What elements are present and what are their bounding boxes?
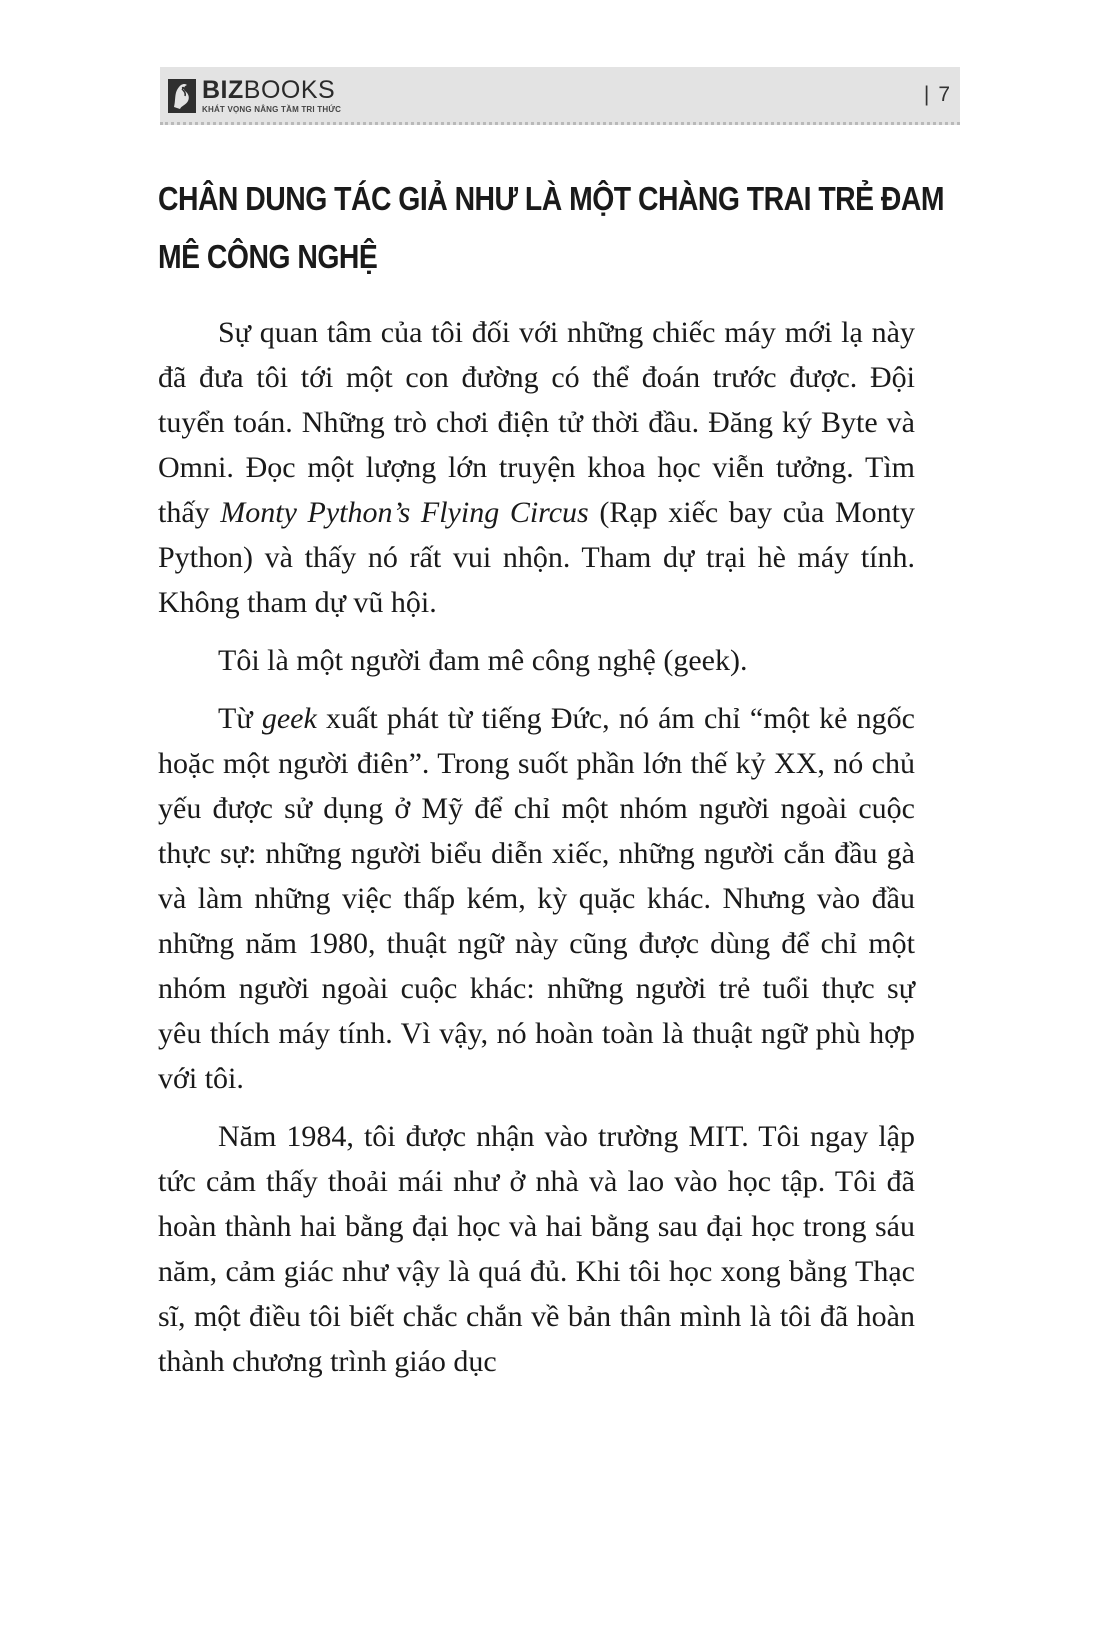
paragraph-1 [158,310,915,625]
page-number [924,83,950,107]
running-header [160,67,960,125]
body-text [158,310,915,1397]
paragraph-2: Tôi là một người đam mê công nghệ (geek). [218,644,748,677]
paragraph-4: Năm 1984, tôi được nhận vào trường MIT. Tôi ngay lập tức cảm thấy thoải mái như ở nhà và lao vào học tập. Tôi đã hoàn thành hai bằng đại học và hai bằng sau đại học trong sáu năm, cảm giác như vậy là quá đủ. Khi tôi học xong bằng Thạc sĩ, một điều tôi biết chắc chắn về bản thân mình là tôi đã hoàn thành chương trình giáo dục [158,1120,915,1378]
paragraph-3-part-a: Từ [218,702,262,735]
paragraph-1-italic-title: Monty Python’s Flying Circus [220,496,589,529]
page-number-separator: | [923,83,930,106]
paragraph-1-part-b: (Rạp xiếc bay của Monty Python) và thấy nó rất vui nhộn. Tham dự trại hè máy tính. Không tham dự vũ hội. [158,496,915,619]
section-title: CHÂN DUNG TÁC GIẢ NHƯ LÀ MỘT CHÀNG TRAI TRẺ ĐAM MÊ CÔNG NGHỆ [158,180,944,275]
brand-tagline: KHÁT VỌNG NÂNG TẦM TRI THỨC [202,105,342,114]
page-number-value: 7 [938,83,950,106]
brand-name [202,78,341,103]
paragraph-3-part-b: xuất phát từ tiếng Đức, nó ám chỉ “một kẻ ngốc hoặc một người điên”. Trong suốt phần lớn thế kỷ XX, nó chủ yếu được sử dụng ở Mỹ để chỉ một nhóm người ngoài cuộc thực sự: những người biểu diễn xiếc, những người cắn đầu gà và làm những việc thấp kém, kỳ quặc khác. Nhưng vào đầu những năm 1980, thuật ngữ này cũng được dùng để chỉ một nhóm người ngoài cuộc khác: những người trẻ tuổi thực sự yêu thích máy tính. Vì vậy, nó hoàn toàn là thuật ngữ phù hợp với tôi. [158,702,915,1095]
publisher-logo [168,73,341,119]
paragraph-1-part-a: Sự quan tâm của tôi đối với những chiếc máy mới lạ này đã đưa tôi tới một con đường có thể đoán trước được. Đội tuyển toán. Những trò chơi điện tử thời đầu. Đăng ký Byte và Omni. Đọc một lượng lớn truyện khoa học viễn tưởng. Tìm thấy [158,316,915,529]
brand-bold: BIZ [202,76,244,104]
brand-light: BOOKS [243,76,336,104]
bizbooks-logo-icon [168,79,196,113]
paragraph-3-italic-term: geek [261,702,317,735]
paragraph-3 [158,696,915,1101]
